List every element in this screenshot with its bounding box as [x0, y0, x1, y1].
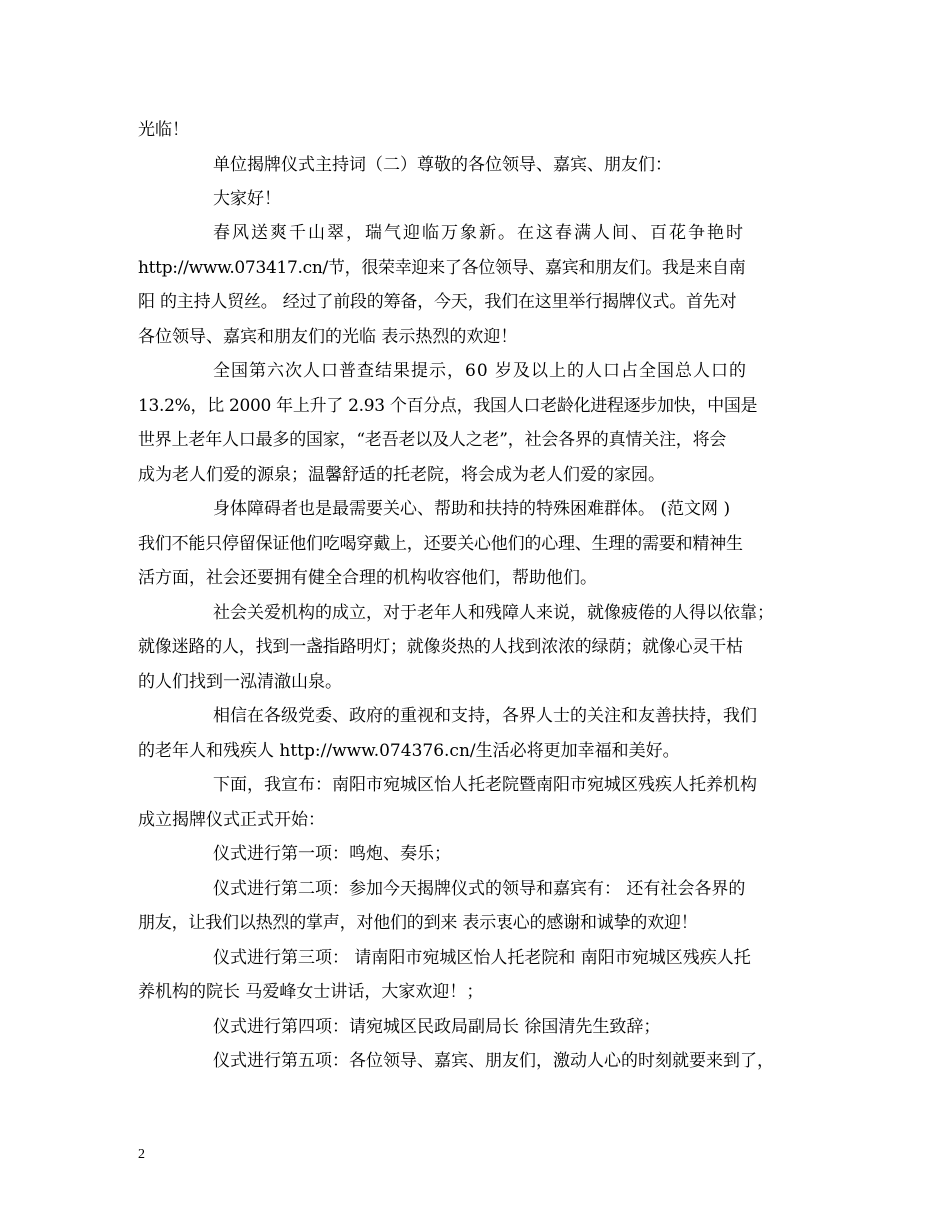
text-line: 各位领导、嘉宾和朋友们的光临 表示热烈的欢迎！ [138, 327, 518, 347]
text-line: 的人们找到一泓清澈山泉。 [138, 672, 342, 692]
text-line: 春风送爽千山翠，瑞气迎临万象新。在这春满人间、百花争艳时 [213, 223, 745, 243]
text-line: http://www.073417.cn/节，很荣幸迎来了各位领导、嘉宾和朋友们。我是来自南 [138, 258, 746, 278]
text-line: 养机构的院长 马爱峰女士讲话，大家欢迎！； [138, 982, 484, 1002]
text-line: 仪式进行第三项： 请南阳市宛城区怡人托老院和 南阳市宛城区残疾人托 [213, 948, 751, 968]
text-line: 社会关爱机构的成立，对于老年人和残障人来说，就像疲倦的人得以依靠； [213, 603, 774, 623]
text-line: 13.2%，比 2000 年上升了 2.93 个百分点，我国人口老龄化进程逐步加快，中国是 [138, 396, 758, 416]
text-line: 成立揭牌仪式正式开始： [138, 810, 325, 830]
text-line: 仪式进行第五项：各位领导、嘉宾、朋友们，激动人心的时刻就要来到了， [213, 1051, 774, 1071]
text-line: 身体障碍者也是最需要关心、帮助和扶持的特殊困难群体。 (范文网 ) [213, 499, 731, 519]
text-line: 世界上老年人口最多的国家，“老吾老以及人之老”，社会各界的真情关注，将会 [138, 430, 727, 450]
text-line: 就像迷路的人，找到一盏指路明灯；就像炎热的人找到浓浓的绿荫；就像心灵干枯 [138, 637, 743, 657]
text-line: 的老年人和残疾人 http://www.074376.cn/生活必将更加幸福和美好。 [138, 741, 680, 761]
text-line: 阳 的主持人贸丝。 经过了前段的筹备，今天，我们在这里举行揭牌仪式。首先对 [138, 292, 737, 312]
text-line: 单位揭牌仪式主持词（二）尊敬的各位领导、嘉宾、朋友们： [213, 155, 672, 175]
text-line: 下面，我宣布：南阳市宛城区怡人托老院暨南阳市宛城区残疾人托养机构 [213, 775, 757, 795]
text-line: 成为老人们爱的源泉；温馨舒适的托老院，将会成为老人们爱的家园。 [138, 465, 665, 485]
text-line: 全国第六次人口普查结果提示，60 岁及以上的人口占全国总人口的 [213, 361, 748, 381]
text-line: 我们不能只停留保证他们吃喝穿戴上，还要关心他们的心理、生理的需要和精神生 [138, 534, 743, 554]
text-line: 相信在各级党委、政府的重视和支持，各界人士的关注和友善扶持，我们 [213, 706, 757, 726]
text-line: 仪式进行第一项：鸣炮、奏乐； [213, 844, 451, 864]
text-line: 活方面，社会还要拥有健全合理的机构收容他们，帮助他们。 [138, 568, 597, 588]
text-line: 仪式进行第四项：请宛城区民政局副局长 徐国清先生致辞； [213, 1017, 661, 1037]
page-number: 2 [138, 1147, 145, 1162]
text-line: 仪式进行第二项：参加今天揭牌仪式的领导和嘉宾有： 还有社会各界的 [213, 879, 746, 899]
text-line: 光临！ [138, 120, 189, 140]
text-line: 大家好！ [213, 189, 281, 209]
text-line: 朋友，让我们以热烈的掌声，对他们的到来 表示衷心的感谢和诚挚的欢迎！ [138, 913, 698, 933]
